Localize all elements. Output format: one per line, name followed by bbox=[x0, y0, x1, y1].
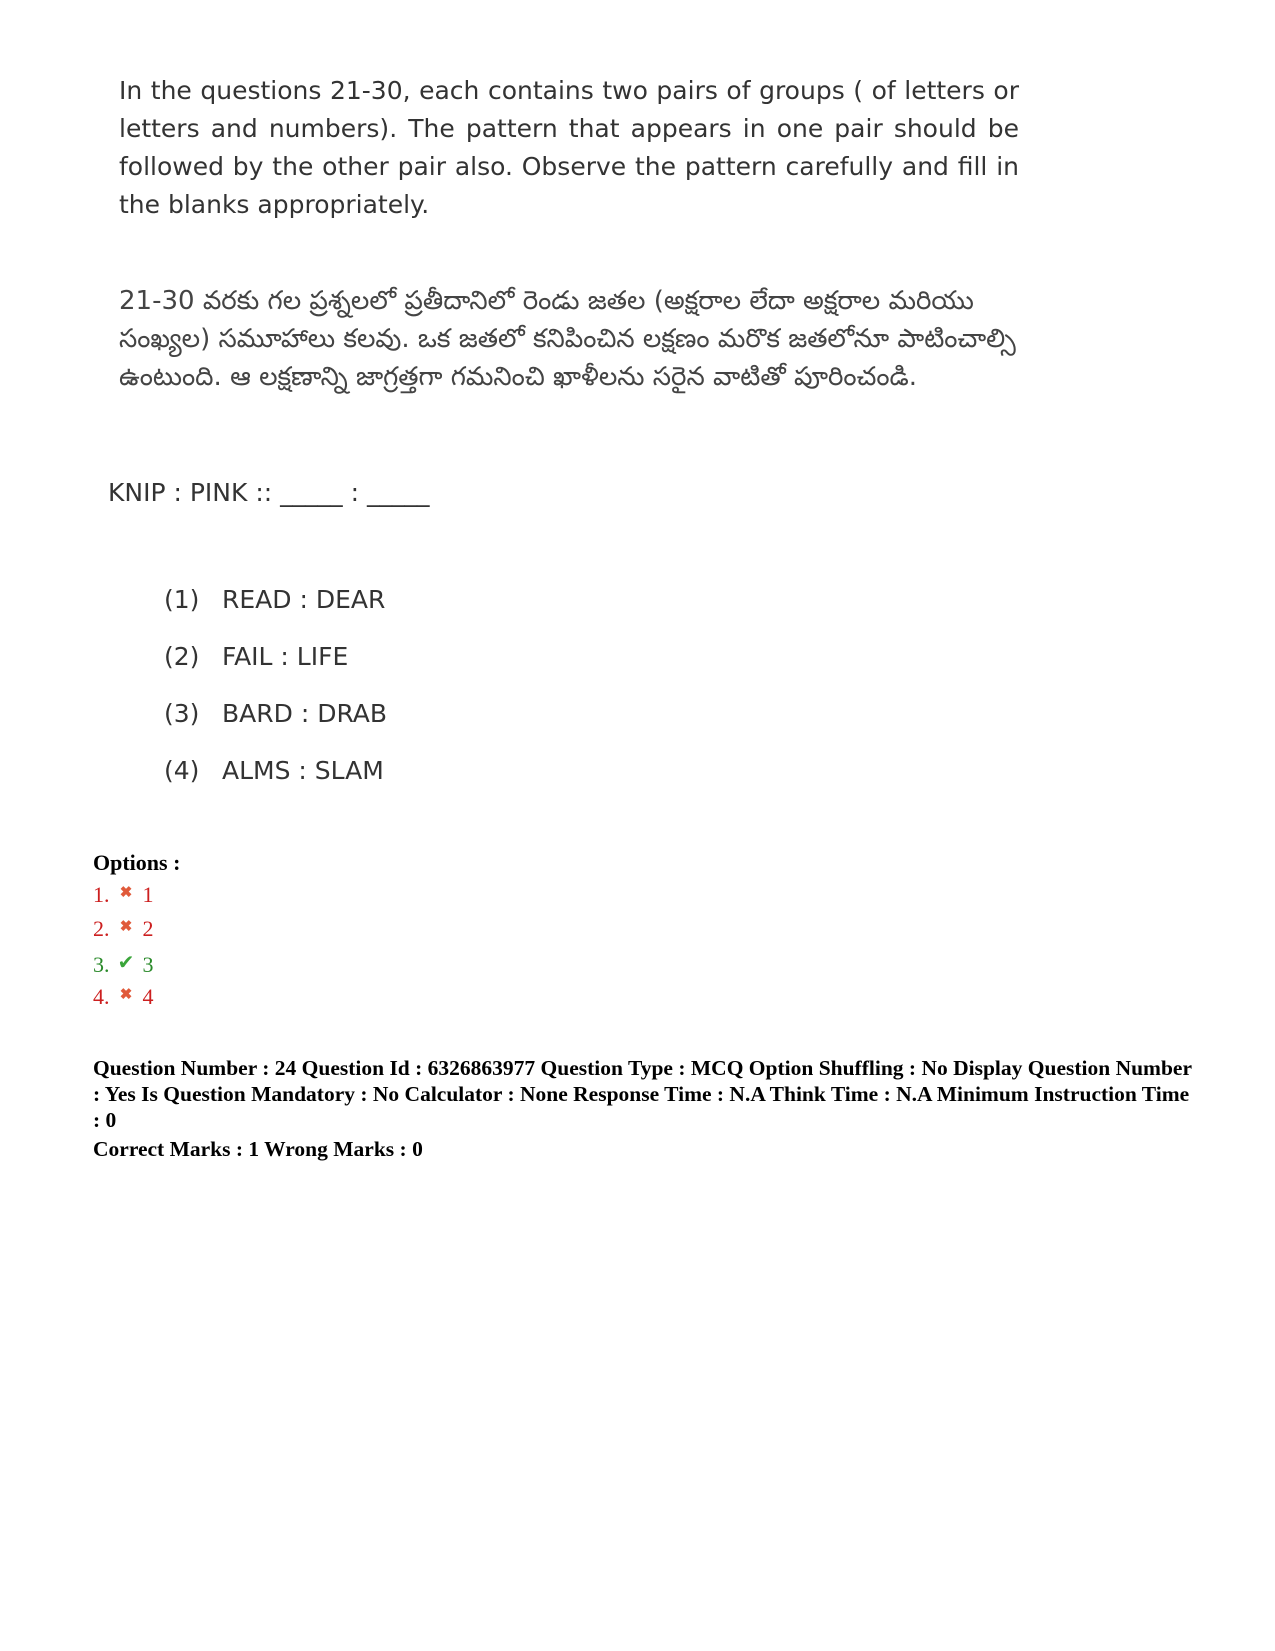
option-index: 4. bbox=[93, 984, 110, 1009]
option-item bbox=[93, 882, 154, 916]
choice-text: READ : DEAR bbox=[222, 585, 386, 614]
answer-choice bbox=[164, 756, 387, 813]
options-heading: Options : bbox=[93, 850, 181, 875]
choice-number: (4) bbox=[164, 756, 200, 785]
option-index: 1. bbox=[93, 882, 110, 907]
option-item bbox=[93, 916, 154, 950]
cross-icon: ✖ bbox=[119, 987, 133, 1003]
option-value: 4 bbox=[142, 984, 154, 1009]
analogy-question: KNIP : PINK :: _____ : _____ bbox=[108, 478, 430, 507]
check-icon: ✔ bbox=[117, 952, 135, 974]
option-value: 1 bbox=[142, 882, 154, 907]
choice-text: BARD : DRAB bbox=[222, 699, 388, 728]
answer-choice bbox=[164, 642, 387, 699]
choice-text: ALMS : SLAM bbox=[222, 756, 384, 785]
cross-icon: ✖ bbox=[119, 919, 133, 935]
option-item-correct bbox=[93, 950, 154, 984]
question-metadata: Question Number : 24 Question Id : 6326863977 Question Type : MCQ Option Shuffling : No Display Question Number : Yes Is Question Mandatory : No Calculator : None Response Time : N.A Think Time : N.A Minimum Instruction Time : 0 bbox=[93, 1056, 1192, 1132]
option-item bbox=[93, 984, 154, 1018]
question-image bbox=[100, 60, 1040, 820]
choice-number: (3) bbox=[164, 699, 200, 728]
choice-number: (2) bbox=[164, 642, 200, 671]
answer-choices bbox=[164, 585, 387, 813]
choice-number: (1) bbox=[164, 585, 200, 614]
option-index: 2. bbox=[93, 916, 110, 941]
option-index: 3. bbox=[93, 952, 110, 977]
marks-info: Correct Marks : 1 Wrong Marks : 0 bbox=[93, 1137, 423, 1161]
answer-choice bbox=[164, 585, 387, 642]
option-value: 2 bbox=[142, 916, 154, 941]
choice-text: FAIL : LIFE bbox=[222, 642, 349, 671]
cross-icon: ✖ bbox=[119, 885, 133, 901]
options-list bbox=[93, 882, 154, 1018]
instruction-telugu: 21-30 వరకు గల ప్రశ్నలలో ప్రతీదానిలో రెండు జతల (అక్షరాల లేదా అక్షరాల మరియు సంఖ్యల) సమూహాలు కలవు. ఒక జతలో కనిపించిన లక్షణం మరొక జతలోనూ పాటించాల్సి ఉంటుంది. ఆ లక్షణాన్ని జాగ్రత్తగా గమనించి ఖాళీలను సరైన వాటితో పూరించండి. bbox=[119, 286, 1016, 392]
answer-choice bbox=[164, 699, 387, 756]
instruction-english: In the questions 21-30, each contains two pairs of groups ( of letters or letters and numbers). The pattern that appears in one pair should be followed by the other pair also. Observe the pattern carefully and fill in the blanks appropriately. bbox=[119, 76, 1019, 219]
option-value: 3 bbox=[142, 952, 154, 977]
